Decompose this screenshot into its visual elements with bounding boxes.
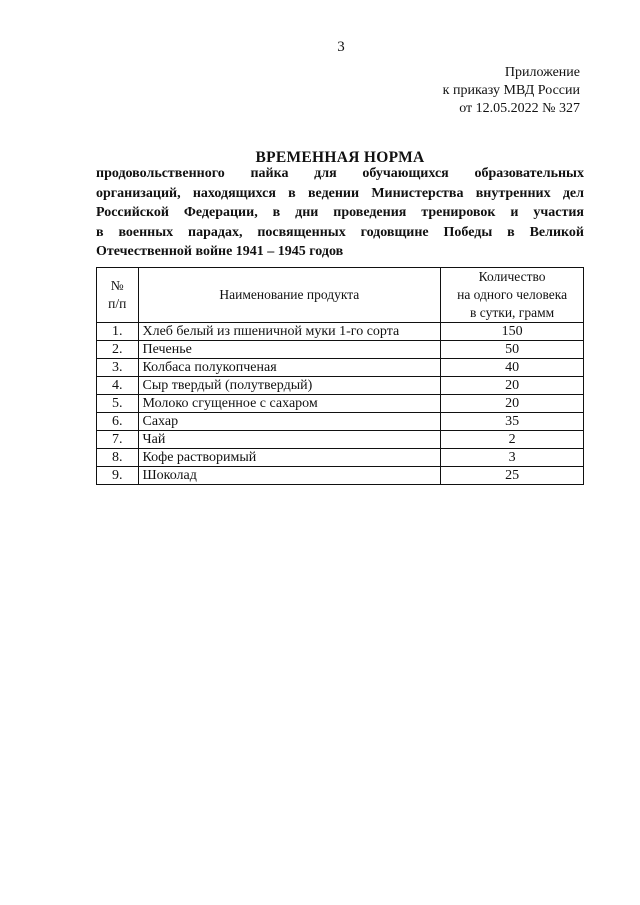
row-number: 9.	[97, 467, 139, 485]
subtitle-line: Отечественной войне 1941 – 1945 годов	[96, 244, 344, 259]
header-number-abbr: п/п	[108, 296, 127, 311]
appendix-line-2: к приказу МВД России	[442, 83, 580, 98]
product-quantity: 150	[441, 323, 584, 341]
product-name: Чай	[138, 431, 441, 449]
header-number	[97, 268, 139, 323]
table-row	[97, 449, 584, 467]
table-row	[97, 467, 584, 485]
subtitle-line: Российской Федерации, в дни проведения тренировок и участия	[96, 205, 584, 220]
table-header-row	[97, 268, 584, 323]
row-number: 2.	[97, 341, 139, 359]
row-number: 5.	[97, 395, 139, 413]
product-name: Хлеб белый из пшеничной муки 1-го сорта	[138, 323, 441, 341]
header-number-symbol: №	[110, 278, 124, 293]
product-quantity: 40	[441, 359, 584, 377]
appendix-line-1: Приложение	[504, 65, 580, 80]
document-subtitle	[96, 164, 584, 262]
table-row	[97, 377, 584, 395]
row-number: 1.	[97, 323, 139, 341]
header-quantity	[441, 268, 584, 323]
row-number: 8.	[97, 449, 139, 467]
product-name: Печенье	[138, 341, 441, 359]
table-row	[97, 413, 584, 431]
table-row	[97, 395, 584, 413]
product-quantity: 3	[441, 449, 584, 467]
appendix-line-3: от 12.05.2022 № 327	[459, 101, 580, 116]
table-row	[97, 359, 584, 377]
subtitle-line: продовольственного пайка для обучающихся образовательных	[96, 166, 584, 181]
document-title: ВРЕМЕННАЯ НОРМА	[255, 149, 425, 166]
product-quantity: 2	[441, 431, 584, 449]
header-quantity-line: на одного человека	[457, 287, 568, 302]
row-number: 4.	[97, 377, 139, 395]
row-number: 3.	[97, 359, 139, 377]
subtitle-line: организаций, находящихся в ведении Министерства внутренних дел	[96, 185, 584, 201]
table-row	[97, 431, 584, 449]
product-name: Кофе растворимый	[138, 449, 441, 467]
product-quantity: 20	[441, 377, 584, 395]
product-quantity: 35	[441, 413, 584, 431]
product-name: Сыр твердый (полутвердый)	[138, 377, 441, 395]
product-name: Сахар	[138, 413, 441, 431]
product-quantity: 50	[441, 341, 584, 359]
header-quantity-line: в сутки, грамм	[470, 305, 555, 320]
product-quantity: 25	[441, 467, 584, 485]
page-number: 3	[337, 39, 345, 55]
product-name: Молоко сгущенное с сахаром	[138, 395, 441, 413]
appendix-reference	[443, 64, 580, 118]
header-product-name: Наименование продукта	[138, 268, 441, 323]
row-number: 7.	[97, 431, 139, 449]
row-number: 6.	[97, 413, 139, 431]
ration-table	[96, 267, 584, 485]
table-row	[97, 323, 584, 341]
product-quantity: 20	[441, 395, 584, 413]
subtitle-line: в военных парадах, посвященных годовщине Победы в Великой	[96, 224, 584, 240]
product-name: Шоколад	[138, 467, 441, 485]
header-quantity-line: Количество	[478, 269, 546, 284]
table-row	[97, 341, 584, 359]
product-name: Колбаса полукопченая	[138, 359, 441, 377]
